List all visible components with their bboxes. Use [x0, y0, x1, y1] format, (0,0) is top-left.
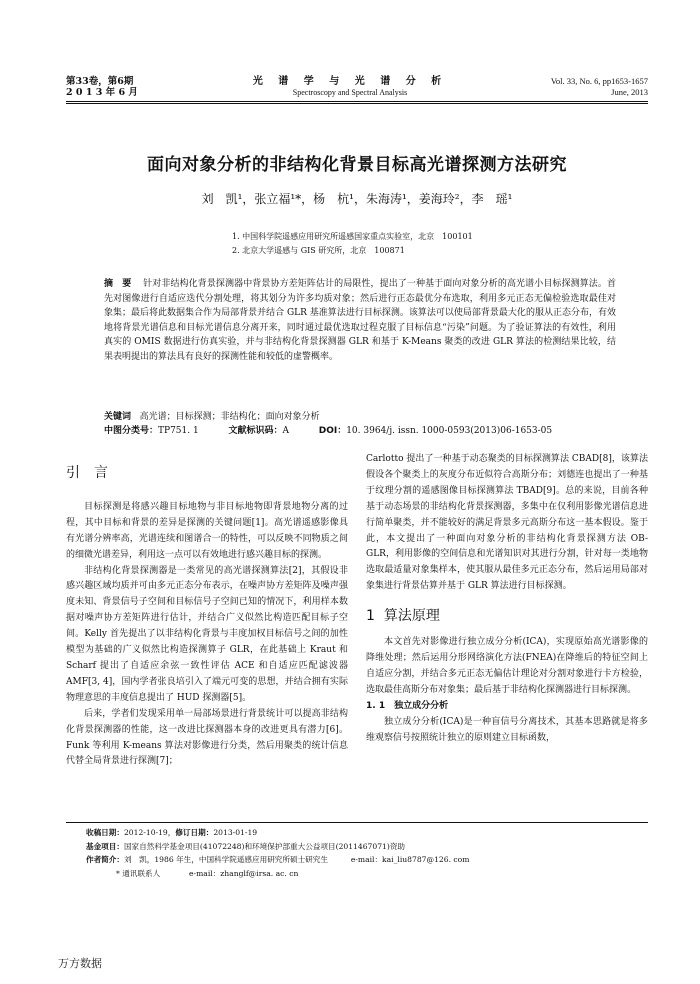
journal-name-cn: 光 谱 学 与 光 谱 分 析 — [252, 76, 448, 87]
subsection-1-1-paragraph: 独立成分分析(ICA)是一种盲信号分离技术，其基本思路就是将多维观察信号按照统计独立的原则建立目标函数， — [366, 716, 648, 743]
received-date: 2012-10-19， — [123, 828, 176, 837]
corresponding-label: * 通讯联系人 — [116, 868, 161, 878]
header-volume: 第33卷，第6期 — [66, 76, 134, 87]
footnote-corresponding — [86, 867, 646, 881]
header-rule-thin — [66, 103, 648, 104]
intro-paragraph-1: 目标探测是将感兴趣目标地物与非目标地物即背景地物分离的过程，其中目标和背景的差异是探测的关键问题[1]。高光谱遥感影像具有光谱分辨率高，光谱连续和图谱合一的特性，可以反映不同物质之间的细微光谱差异，利用这一点可以有效地进行感兴趣目标的探测。 — [66, 501, 348, 560]
footnote-rule — [66, 822, 648, 823]
keywords-text: 高光谱；目标探测；非结构化；面向对象分析 — [139, 412, 320, 422]
header-month: June, 2013 — [611, 87, 648, 97]
right-paragraph-1: Carlotto 提出了一种基于动态聚类的目标探测算法 CBAD[8]，该算法假设各个聚类上的灰度分布近似符合高斯分布；刘德连也提出了一种基于纹理分割的遥感图像目标探测算法 TBAD[9]。总的来说，目前各种基于动态场景的非结构化背景探测器，多集中在仅利用影像光谱信息进行简单聚类，并不能较好的满足背景多元高斯分布这一基本假设。鉴于此，本文提出了一种面向对象分析的非结构化背景探测方法 OB-GLR，利用影像的空间信息和光谱知识对其进行分割，针对每一类地物选取最适量对象集样本，使其服从最佳多元正态分布，然后运用局部对象集进行背景估算并基于 GLR 算法进行目标探测。 — [366, 454, 648, 592]
keywords-label: 关键词 — [104, 412, 132, 422]
abstract-text: 针对非结构化背景探测器中背景协方差矩阵估计的局限性，提出了一种基于面向对象分析的高光谱小目标探测算法。首先对图像进行自适应迭代分割处理，将其划分为许多均质对象；然后进行正态最优分布选取，利用多元正态无偏检验选取最佳对象集；最后将此数据集合作为局部背景并结合 GLR 基准算法进行目标探测。该算法可以使局部背景最大化的服从正态分布，有效地将背景光谱信息和目标光谱信息分离开来，同时通过最优选取过程克服了目标信息“污染”问题。为了验证算法的有效性，利用真实的 OMIS 数据进行仿真实验，并与非结构化背景探测器 GLR 和基于 K-Means 聚类的改进 GLR 算法的检测结果比较，结果表明提出的算法具有良好的探测性能和较低的虚警概率。 — [104, 279, 616, 362]
clc-value: TP751. 1 — [158, 426, 199, 436]
doc-code-label: 文献标识码： — [228, 426, 283, 436]
header-date: 2 0 1 3 年 6 月 — [66, 87, 138, 98]
revised-date: 2013-01-19 — [213, 828, 258, 837]
doc-code-value: A — [282, 426, 289, 436]
doi-value: 10. 3964/j. issn. 1000-0593(2013)06-1653-05 — [346, 426, 553, 436]
header-citation — [551, 76, 648, 98]
affiliations — [232, 230, 473, 258]
corresponding-email: e-mail：zhanglf@irsa. ac. cn — [189, 868, 299, 878]
header-rule — [66, 101, 648, 102]
right-column — [366, 452, 648, 746]
section-1-paragraph: 本文首先对影像进行独立成分分析(ICA)，实现原始高光谱影像的降维处理；然后运用分形网络演化方法(FNEA)在降维后的特征空间上自适应分割，并结合多元正态无偏估计理论对分割对象进行卡方检验，选取最佳高斯分布对象集；最后基于非结构化探测器进行目标探测。 — [366, 637, 648, 695]
fund-text: 国家自然科学基金项目(41072248)和环境保护部重大公益项目(2011467071)资助 — [123, 841, 406, 851]
intro-paragraph-3: 后来，学者们发现采用单一局部场景进行背景统计可以提高非结构化背景探测器的性能，这一改进比探测器本身的改进更具有潜力[6]。Funk 等利用 K-means 算法对影像进行分类，然后用聚类的统计信息代替全局背景进行探测[7]； — [66, 708, 348, 767]
clc-label: 中图分类号： — [104, 426, 159, 436]
paper-title: 面向对象分析的非结构化背景目标高光谱探测方法研究 — [147, 155, 567, 175]
subsection-1-1-heading: 1. 1 独立成分分析 — [366, 700, 449, 711]
intro-heading: 引 言 — [66, 465, 108, 481]
header-journal — [220, 76, 480, 98]
section-1-heading — [366, 609, 648, 625]
affiliation-1: 1. 中国科学院遥感应用研究所遥感国家重点实验室，北京 100101 — [232, 232, 473, 241]
affiliation-2: 2. 北京大学遥感与 GIS 研究所，北京 100871 — [232, 246, 405, 255]
footnote-fund: 基金项目：国家自然科学基金项目(41072248)和环境保护部重大公益项目(2011467071)资助 — [86, 841, 406, 851]
bio-text: 刘 凯，1986 年生，中国科学院遥感应用研究所硕士研究生 — [123, 855, 328, 864]
footnote-bio: 作者简介：刘 凯，1986 年生，中国科学院遥感应用研究所硕士研究生 e-mail：kai_liu8787@126. com — [86, 855, 470, 864]
abstract — [104, 277, 616, 365]
footnote-dates: 收稿日期：2012-10-19，修订日期：2013-01-19 — [86, 828, 258, 837]
section-1-title: 算法原理 — [383, 608, 440, 625]
header-issue-info — [66, 76, 138, 98]
author-list: 刘 凯¹，张立福¹*，杨 杭¹，朱海涛¹，姜海玲²，李 瑶¹ — [201, 192, 513, 206]
left-column — [66, 466, 348, 770]
header-vol-pages: Vol. 33, No. 6, pp1653-1657 — [550, 76, 648, 86]
bio-email: e-mail：kai_liu8787@126. com — [350, 855, 470, 864]
watermark: 万方数据 — [58, 957, 102, 970]
journal-name-en: Spectroscopy and Spectral Analysis — [292, 88, 408, 97]
footnotes — [86, 826, 646, 880]
abstract-label: 摘 要 — [104, 279, 132, 289]
doi-label: DOI： — [318, 426, 347, 436]
section-1-number: 1 — [366, 608, 375, 625]
keywords-block — [104, 410, 616, 438]
intro-paragraph-2: 非结构化背景探测器是一类常见的高光谱探测算法[2]，其假设非感兴趣区域均质并可由多元正态分布表示，在噪声协方差矩阵及噪声强度未知、背景信号子空间和目标信号子空间已知的情况下，利用样本数据对噪声协方差矩阵进行估计，并结合广义似然比构造匹配目标子空间。Kelly 首先提出了以非结构化背景与丰度加权目标信号之间的加性模型为基础的广义似然比构造探测算子 GLR，在此基础上 Kraut 和 Scharf 提出了自适应余弦一致性评估 ACE 和自适应匹配滤波器 AMF[3, 4]，国内学者张良培引入了端元可变的思想，并结合拥有实际物理意思的丰度信息提出了 HUD 探测器[5]。 — [66, 565, 348, 703]
